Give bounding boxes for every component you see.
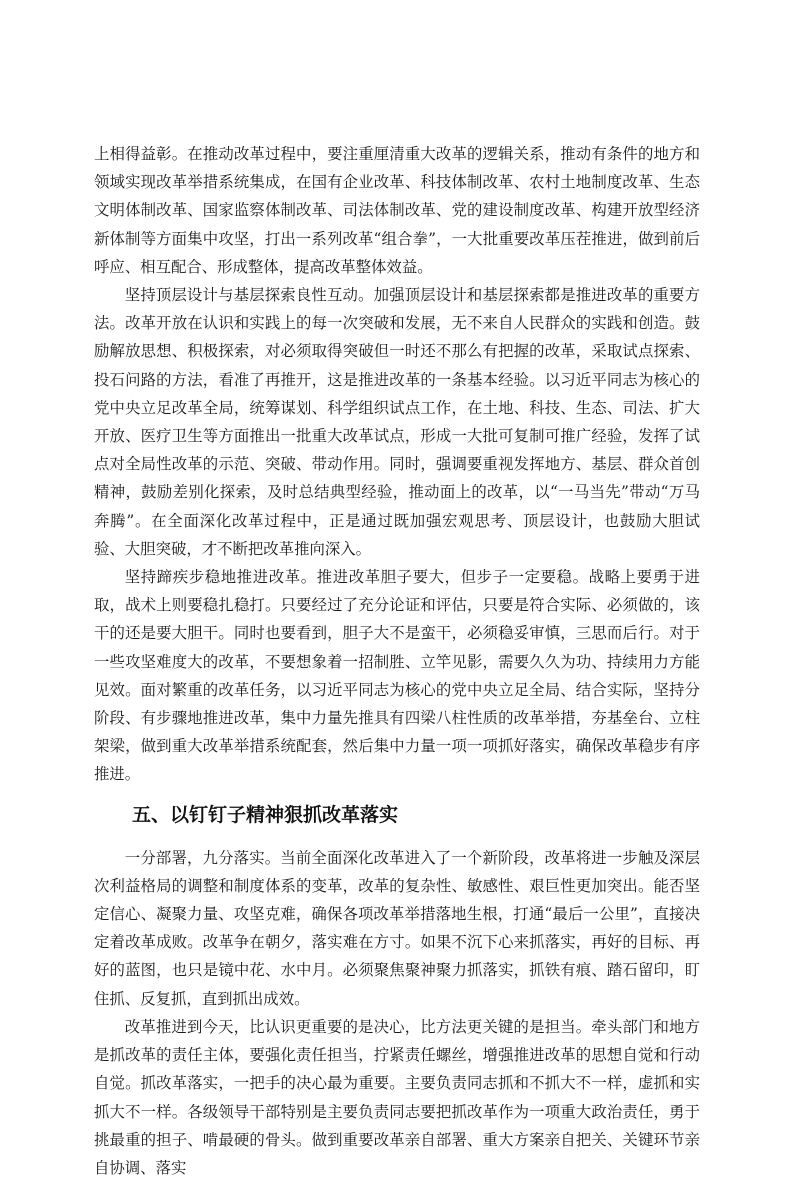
body-paragraph: 坚持蹄疾步稳地推进改革。推进改革胆子要大，但步子一定要稳。战略上要勇于进取，战术上则要稳扎稳打。只要经过了充分论证和评估，只要是符合实际、必须做的，该干的还是要大胆干。同时也要看到，胆子大不是蛮干，必须稳妥审慎，三思而后行。对于一些攻坚难度大的改革，不要想象着一招制胜、立竿见影，需要久久为功、持续用力方能见效。面对繁重的改革任务，以习近平同志为核心的党中央立足全局、结合实际，坚持分阶段、有步骤地推进改革，集中力量先推具有四梁八柱性质的改革举措，夯基垒台、立柱架梁，做到重大改革举措系统配套，然后集中力量一项一项抓好落实，确保改革稳步有序推进。 [94, 568, 700, 784]
document-page [94, 140, 700, 1182]
body-paragraph: 改革推进到今天，比认识更重要的是决心，比方法更关键的是担当。牵头部门和地方是抓改革的责任主体，要强化责任担当，拧紧责任螺丝，增强推进改革的思想自觉和行动自觉。抓改革落实，一把手的决心最为重要。主要负责同志抓和不抓大不一样，虚抓和实抓大不一样。各级领导干部特别是主要负责同志要把抓改革作为一项重大政治责任，勇于挑最重的担子、啃最硬的骨头。做到重要改革亲自部署、重大方案亲自把关、关键环节亲自协调、落实 [94, 1017, 700, 1177]
body-paragraph: 一分部署，九分落实。当前全面深化改革进入了一个新阶段，改革将进一步触及深层次利益格局的调整和制度体系的变革，改革的复杂性、敏感性、艰巨性更加突出。能否坚定信心、凝聚力量、攻坚克难，确保各项改革举措落地生根，打通“最后一公里”，直接决定着改革成败。改革争在朝夕，落实难在方寸。如果不沉下心来抓落实，再好的目标、再好的蓝图，也只是镜中花、水中月。必须聚焦聚神聚力抓落实，抓铁有痕、踏石留印，盯住抓、反复抓，直到抓出成效。 [94, 848, 700, 1008]
section-heading: 五、以钉钉子精神狠抓改革落实 [132, 803, 399, 826]
body-paragraph: 上相得益彰。在推动改革过程中，要注重厘清重大改革的逻辑关系，推动有条件的地方和领域实现改革举措系统集成，在国有企业改革、科技体制改革、农村土地制度改革、生态文明体制改革、国家监察体制改革、司法体制改革、党的建设制度改革、构建开放型经济新体制等方面集中攻坚，打出一系列改革“组合拳”，一大批重要改革压茬推进，做到前后呼应、相互配合、形成整体，提高改革整体效益。 [94, 145, 700, 276]
body-paragraph: 坚持顶层设计与基层探索良性互动。加强顶层设计和基层探索都是推进改革的重要方法。改革开放在认识和实践上的每一次突破和发展，无不来自人民群众的实践和创造。鼓励解放思想、积极探索，对必须取得突破但一时还不那么有把握的改革，采取试点探索、投石问路的方法，看准了再推开，这是推进改革的一条基本经验。以习近平同志为核心的党中央立足改革全局，统筹谋划、科学组织试点工作，在土地、科技、生态、司法、扩大开放、医疗卫生等方面推出一批重大改革试点，形成一大批可复制可推广经验，发挥了试点对全局性改革的示范、突破、带动作用。同时，强调要重视发挥地方、基层、群众首创精神，鼓励差别化探索，及时总结典型经验，推动面上的改革，以“一马当先”带动“万马奔腾”。在全面深化改革过程中，正是通过既加强宏观思考、顶层设计，也鼓励大胆试验、大胆突破，才不断把改革推向深入。 [94, 286, 700, 558]
